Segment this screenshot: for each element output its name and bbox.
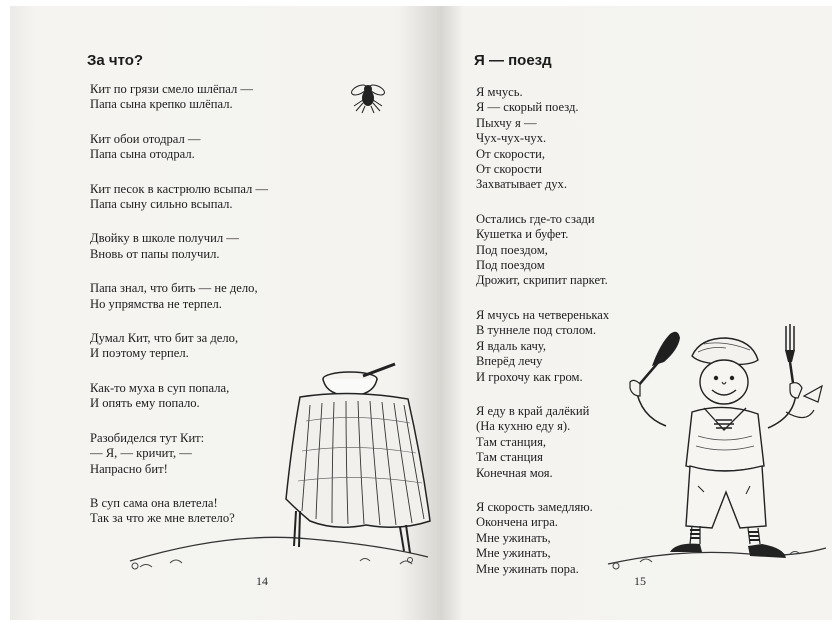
poem-line: Я скорость замедляю. — [476, 499, 593, 514]
stanza — [476, 404, 609, 481]
poem-line: Кит обои отодрал — — [90, 131, 201, 146]
poem-line: Думал Кит, что бит за дело, — [90, 331, 239, 346]
poem-line: Вновь от папы получил. — [90, 246, 220, 261]
stanza — [476, 308, 609, 385]
poem-line: И опять ему попало. — [90, 396, 200, 411]
poem-line: И грохочу как гром. — [476, 369, 583, 384]
poem-line: Вперёд лечу — [476, 354, 543, 369]
poem-line: Чух-чух-чух. — [476, 131, 547, 146]
poem-line: Я мчусь на четвереньках — [476, 307, 610, 322]
page-number-right: 15 — [634, 574, 646, 588]
fly-illustration — [348, 80, 388, 114]
poem-line: От скорости — [476, 162, 542, 177]
stanza — [90, 132, 268, 163]
poem-line: Я вдаль качу, — [476, 338, 546, 353]
poem-line: От скорости, — [476, 146, 546, 161]
stanza — [476, 212, 609, 289]
poem-line: Как-то муха в суп попала, — [90, 380, 230, 395]
poem-line: Разобиделся тут Кит: — [90, 430, 205, 445]
poem-line: Пыхчу я — — [476, 115, 537, 130]
poem-line: И поэтому терпел. — [90, 346, 189, 361]
left-page — [10, 6, 440, 620]
stanza — [90, 331, 268, 362]
poem-line: Кит песок в кастрюлю всыпал — — [90, 181, 269, 196]
stanza — [90, 281, 268, 312]
poem-line: Я еду в край далёкий — [476, 403, 590, 418]
poem-line: Папа сыну сильно всыпал. — [90, 197, 233, 212]
stanza — [90, 182, 268, 213]
boy-illustration — [600, 316, 830, 578]
poem-line: Дрожит, скрипит паркет. — [476, 273, 608, 288]
poem-line: В туннеле под столом. — [476, 323, 597, 338]
poem-line: Мне ужинать пора. — [476, 561, 579, 576]
poem-line: Под поездом — [476, 258, 545, 273]
left-page-title: За что? — [87, 52, 144, 69]
right-poem — [476, 85, 609, 596]
poem-line: Напрасно бит! — [90, 461, 168, 476]
poem-line: Захватывает дух. — [476, 177, 567, 192]
poem-line: (На кухню еду я). — [476, 419, 571, 434]
poem-line: Двойку в школе получил — — [90, 231, 239, 246]
poem-line: Я — скорый поезд. — [476, 100, 579, 115]
poem-line: Мне ужинать, — [476, 530, 551, 545]
poem-line: Кушетка и буфет. — [476, 227, 569, 242]
table-illustration — [110, 361, 440, 581]
poem-line: В суп сама она влетела! — [90, 495, 218, 510]
poem-line: — Я, — кричит, — — [90, 446, 192, 461]
stanza — [90, 82, 268, 113]
poem-line: Остались где-то сзади — [476, 211, 595, 226]
page-number-left: 14 — [256, 574, 268, 588]
poem-line: Я мчусь. — [476, 85, 523, 99]
poem-line: Там станция — [476, 450, 543, 465]
stanza — [90, 231, 268, 262]
poem-line: Так за что же мне влетело? — [90, 511, 235, 526]
stanza — [476, 500, 609, 577]
poem-line: Кит по грязи смело шлёпал — — [90, 82, 254, 96]
poem-line: Конечная моя. — [476, 465, 553, 480]
poem-line: Но упрямства не терпел. — [90, 296, 222, 311]
right-page — [440, 6, 832, 620]
poem-line: Мне ужинать, — [476, 546, 551, 561]
stanza — [476, 85, 609, 193]
poem-line: Папа знал, что бить — не дело, — [90, 281, 258, 296]
poem-line: Папа сына крепко шлёпал. — [90, 97, 233, 112]
poem-line: Там станция, — [476, 434, 547, 449]
right-page-title: Я — поезд — [474, 52, 552, 69]
poem-line: Папа сына отодрал. — [90, 147, 195, 162]
poem-line: Окончена игра. — [476, 515, 558, 530]
poem-line: Под поездом, — [476, 242, 548, 257]
